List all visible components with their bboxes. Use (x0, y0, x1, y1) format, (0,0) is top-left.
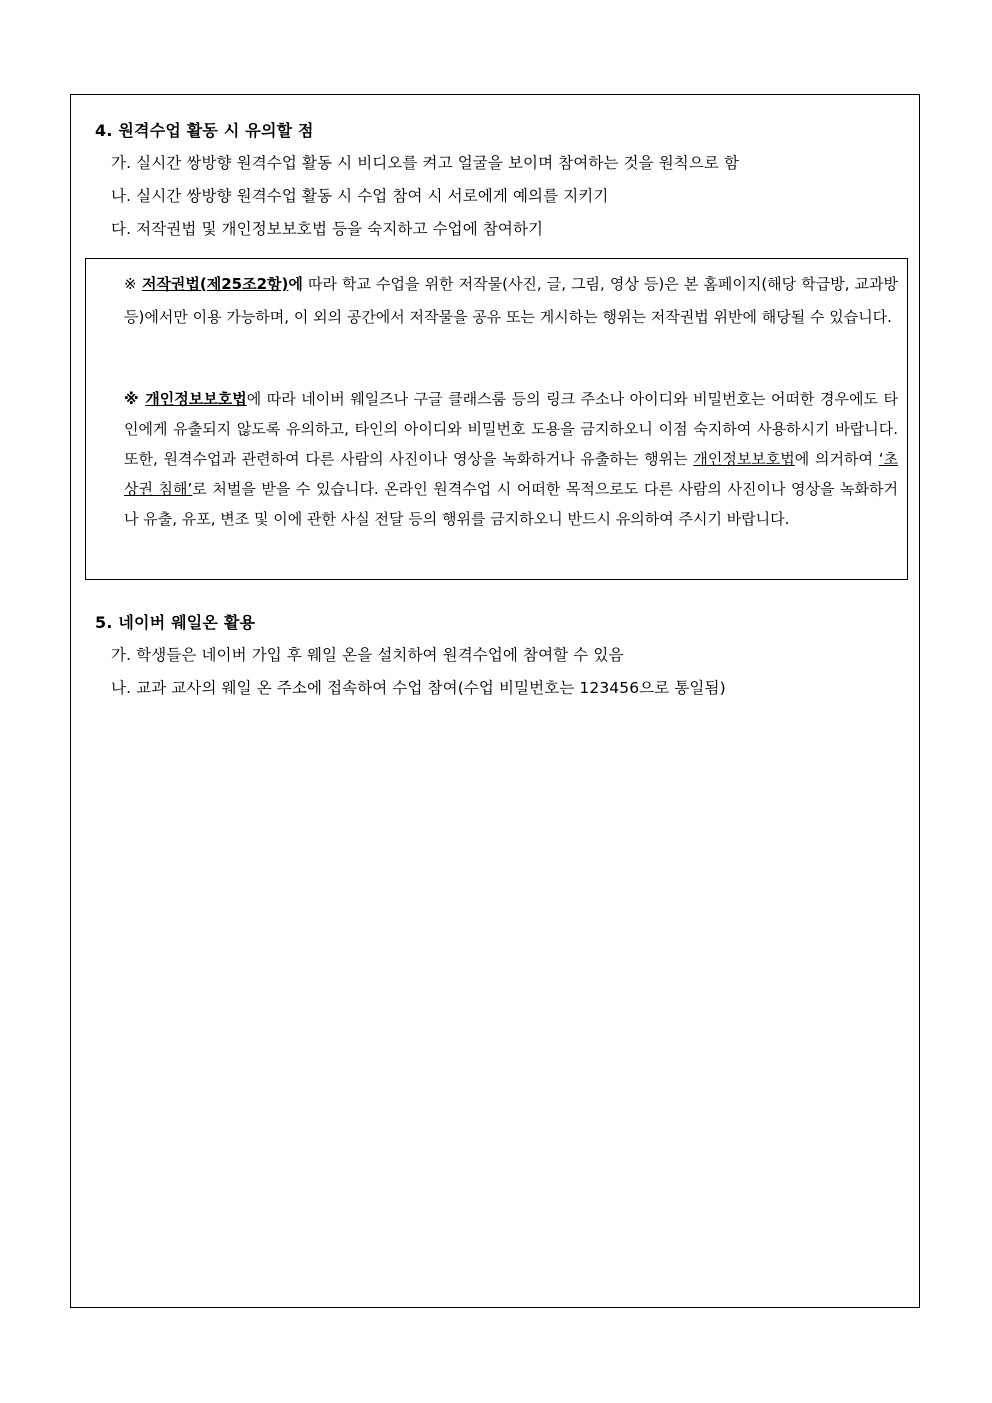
section-4-item-na: 나. 실시간 쌍방향 원격수업 활동 시 수업 참여 시 서로에게 예의를 지키기 (111, 187, 609, 205)
privacy-law-name: 개인정보보호법 (145, 390, 247, 408)
copyright-notice (124, 268, 898, 334)
privacy-law-name-2: 개인정보보호법 (693, 450, 795, 468)
privacy-notice (124, 384, 898, 534)
section-4-item-da: 다. 저작권법 및 개인정보보호법 등을 숙지하고 수업에 참여하기 (111, 220, 544, 238)
section-4-title: 4. 원격수업 활동 시 유의할 점 (95, 121, 314, 140)
reference-mark: ※ (124, 275, 142, 293)
section-5-title: 5. 네이버 웨일온 활용 (95, 613, 256, 632)
copyright-law-particle: 에 (288, 275, 303, 293)
portrait-rights-term: ‘초상권 침해’ (124, 450, 898, 498)
privacy-notice-text-1: 에 따라 네이버 웨일즈나 구글 클래스룸 등의 링크 주소나 아이디와 비밀번호는 어떠한 경우에도 타인에게 유출되지 않도록 유의하고, 타인의 아이디와 비밀번호 도용을 금지하오니 이점 숙지하여 사용하시기 바랍니다. 또한, 원격수업과 관련하여 다른 사람의 사진이나 영상을 녹화하거나 유출하는 행위는 (124, 390, 898, 468)
document-frame (70, 94, 920, 1308)
copyright-law-name: 저작권법(제25조2항) (141, 275, 289, 293)
section-5-item-na: 나. 교과 교사의 웨일 온 주소에 접속하여 수업 참여(수업 비밀번호는 123456으로 통일됨) (111, 679, 726, 697)
section-4-item-ga: 가. 실시간 쌍방향 원격수업 활동 시 비디오를 켜고 얼굴을 보이며 참여하는 것을 원칙으로 함 (111, 154, 740, 172)
reference-mark: ※ (124, 390, 146, 408)
privacy-notice-text-3: 로 처벌을 받을 수 있습니다. 온라인 원격수업 시 어떠한 목적으로도 다른 사람의 사진이나 영상을 녹화하거나 유출, 유포, 변조 및 이에 관한 사실 전달 등의 행위를 금지하오니 반드시 유의하여 주시기 바랍니다. (124, 480, 898, 528)
section-5-item-ga: 가. 학생들은 네이버 가입 후 웨일 온을 설치하여 원격수업에 참여할 수 있음 (111, 646, 624, 664)
legal-notice-box (85, 258, 908, 580)
privacy-notice-text-2: 에 의거하여 (794, 450, 879, 468)
copyright-notice-text: 따라 학교 수업을 위한 저작물(사진, 글, 그림, 영상 등)은 본 홈페이지(해당 학급방, 교과방 등)에서만 이용 가능하며, 이 외의 공간에서 저작물을 공유 또는 게시하는 행위는 저작권법 위반에 해당될 수 있습니다. (124, 275, 898, 326)
